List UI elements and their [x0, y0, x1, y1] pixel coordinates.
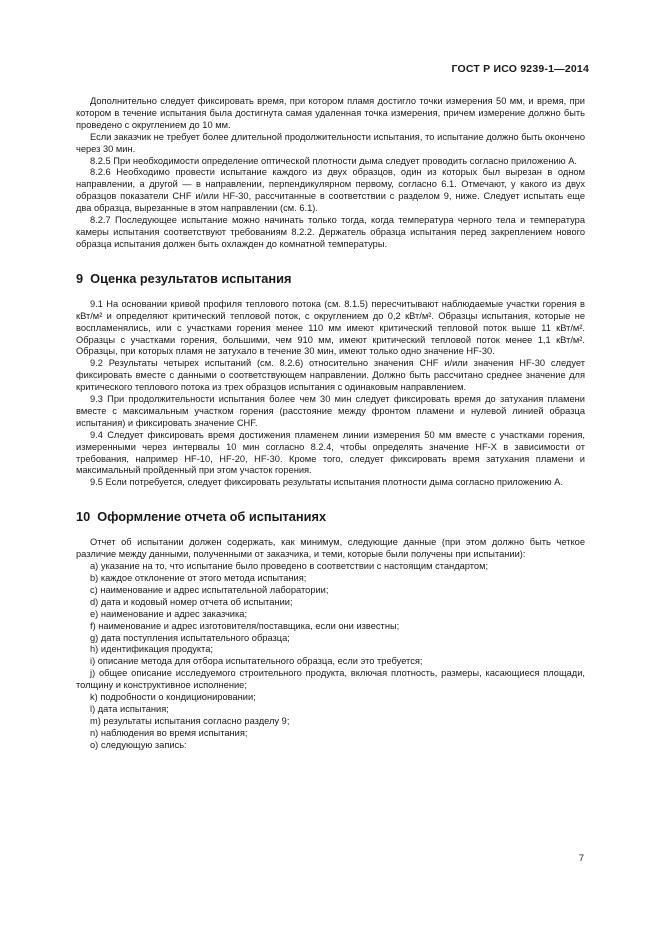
- list-item: k) подробности о кондиционировании;: [90, 692, 256, 703]
- list-item: c) наименование и адрес испытательной лаборатории;: [90, 584, 329, 595]
- section-10-title: Оформление отчета об испытаниях: [97, 509, 327, 525]
- paragraph-8-2-6: 8.2.6 Необходимо провести испытание каждого из двух образцов, один из которых был вырезан в одном направлении, а другой — в направлении, перпендикулярном первому, согласно 6.1. Отмечают, у какого из двух образцов показатели CHF и/или HF-30, рассчитанные в соответствии с разделом 9, ниже. Следует испытать еще два образца, вырезанные в этом направлении (см. 6.1).: [76, 167, 585, 214]
- list-item: d) дата и кодовый номер отчета об испытании;: [90, 596, 293, 607]
- page-body: [76, 96, 585, 752]
- paragraph-9-2: 9.2 Результаты четырех испытаний (см. 8.2.6) относительно значения CHF и/или значения HF-30 следует фиксировать вместе с данными о соответствующем направлении. Должно быть рассчитано среднее значение для критического теплового потока из трех образцов испытания с одинаковым направлением.: [76, 358, 585, 393]
- paragraph-intro-2: Если заказчик не требует более длительной продолжительности испытания, то испытание должно быть окончено через 30 мин.: [76, 131, 585, 154]
- list-item: g) дата поступления испытательного образца;: [90, 632, 290, 643]
- list-item: o) следующую запись:: [90, 739, 187, 750]
- section-10-heading: [76, 509, 585, 524]
- section-9-number: 9: [76, 270, 84, 286]
- list-item: j) общее описание исследуемого строительного продукта, включая плотность, размеры, касающиеся площади, толщину и конструктивное исполнение;: [76, 668, 585, 691]
- paragraph-8-2-5: 8.2.5 При необходимости определение оптической плотности дыма следует проводить согласно приложению А.: [90, 155, 578, 166]
- list-item: b) каждое отклонение от этого метода испытания;: [90, 573, 307, 583]
- list-item: n) наблюдения во время испытания;: [90, 727, 248, 738]
- paragraph-8-2-7: 8.2.7 Последующее испытание можно начинать только тогда, когда температура черного тела и температура камеры испытания соответствуют требованиям 8.2.2. Держатель образца испытания перед закреплением нового образца испытания должен быть охлажден до комнатной температуры.: [76, 215, 585, 249]
- section-9-title: Оценка результатов испытания: [90, 270, 292, 286]
- report-items-list: [76, 561, 585, 752]
- standard-header: ГОСТ Р ИСО 9239-1—2014: [451, 63, 589, 75]
- paragraph-10-intro: Отчет об испытании должен содержать, как минимум, следующие данные (при этом должно быть четкое различие между данными, полученными от заказчика, и теми, которые были получены при испытании):: [76, 537, 585, 560]
- list-item: l) дата испытания;: [90, 703, 169, 714]
- paragraph-9-3: 9.3 При продолжительности испытания более чем 30 мин следует фиксировать время до затухания пламени вместе с максимальным участком горения (расстояние между фронтом пламени и нулевой линией образца испытания) и фиксировать значение CHF.: [76, 394, 585, 428]
- list-item: h) идентификация продукта;: [90, 644, 213, 655]
- paragraph-9-4: 9.4 Следует фиксировать время достижения пламенем линии измерения 50 мм вместе с участками горения, измеренными через интервалы 10 мин согласно 8.2.4, чтобы определять значение HF-X в зависимости от требования, например HF-10, HF-20, HF-30. Кроме того, следует фиксировать время затухания пламени и максимальный пройденный при этом участок горения.: [76, 429, 585, 476]
- list-item: e) наименование и адрес заказчика;: [90, 608, 248, 619]
- paragraph-intro-1: Дополнительно следует фиксировать время, при котором пламя достигло точки измерения 50 мм, и время, при котором в течение испытания была достигнута самая удаленная точка измерения, причем измерение должно быть проведено с округлением до 10 мм.: [76, 96, 585, 130]
- paragraph-9-5: 9.5 Если потребуется, следует фиксировать результаты испытания плотности дыма согласно приложению А.: [90, 477, 563, 488]
- section-10-number: 10: [76, 509, 91, 525]
- list-item: m) результаты испытания согласно разделу 9;: [90, 715, 290, 726]
- list-item: f) наименование и адрес изготовителя/поставщика, если они известны;: [90, 620, 400, 631]
- page-number: 7: [578, 853, 584, 863]
- list-item: a) указание на то, что испытание было проведено в соответствии с настоящим стандартом;: [90, 561, 489, 572]
- section-9-heading: [76, 271, 585, 286]
- paragraph-9-1: 9.1 На основании кривой профиля теплового потока (см. 8.1.5) пересчитывают наблюдаемые участки горения в кВт/м² и определяют критический тепловой поток, с округлением до 0,2 кВт/м². Образцы испытания, которые не воспламенялись, или с участками горения менее 110 мм имеют критический тепловой поток выше 11 кВт/м². Образцы с участками горения, большими, чем 910 мм, имеют критический тепловой поток менее 1,1 кВт/м². Образцы, при которых пламя не затухало в течение 30 мин, имеют только одно значение HF-30.: [76, 298, 585, 357]
- list-item: i) описание метода для отбора испытательного образца, если это требуется;: [90, 656, 423, 667]
